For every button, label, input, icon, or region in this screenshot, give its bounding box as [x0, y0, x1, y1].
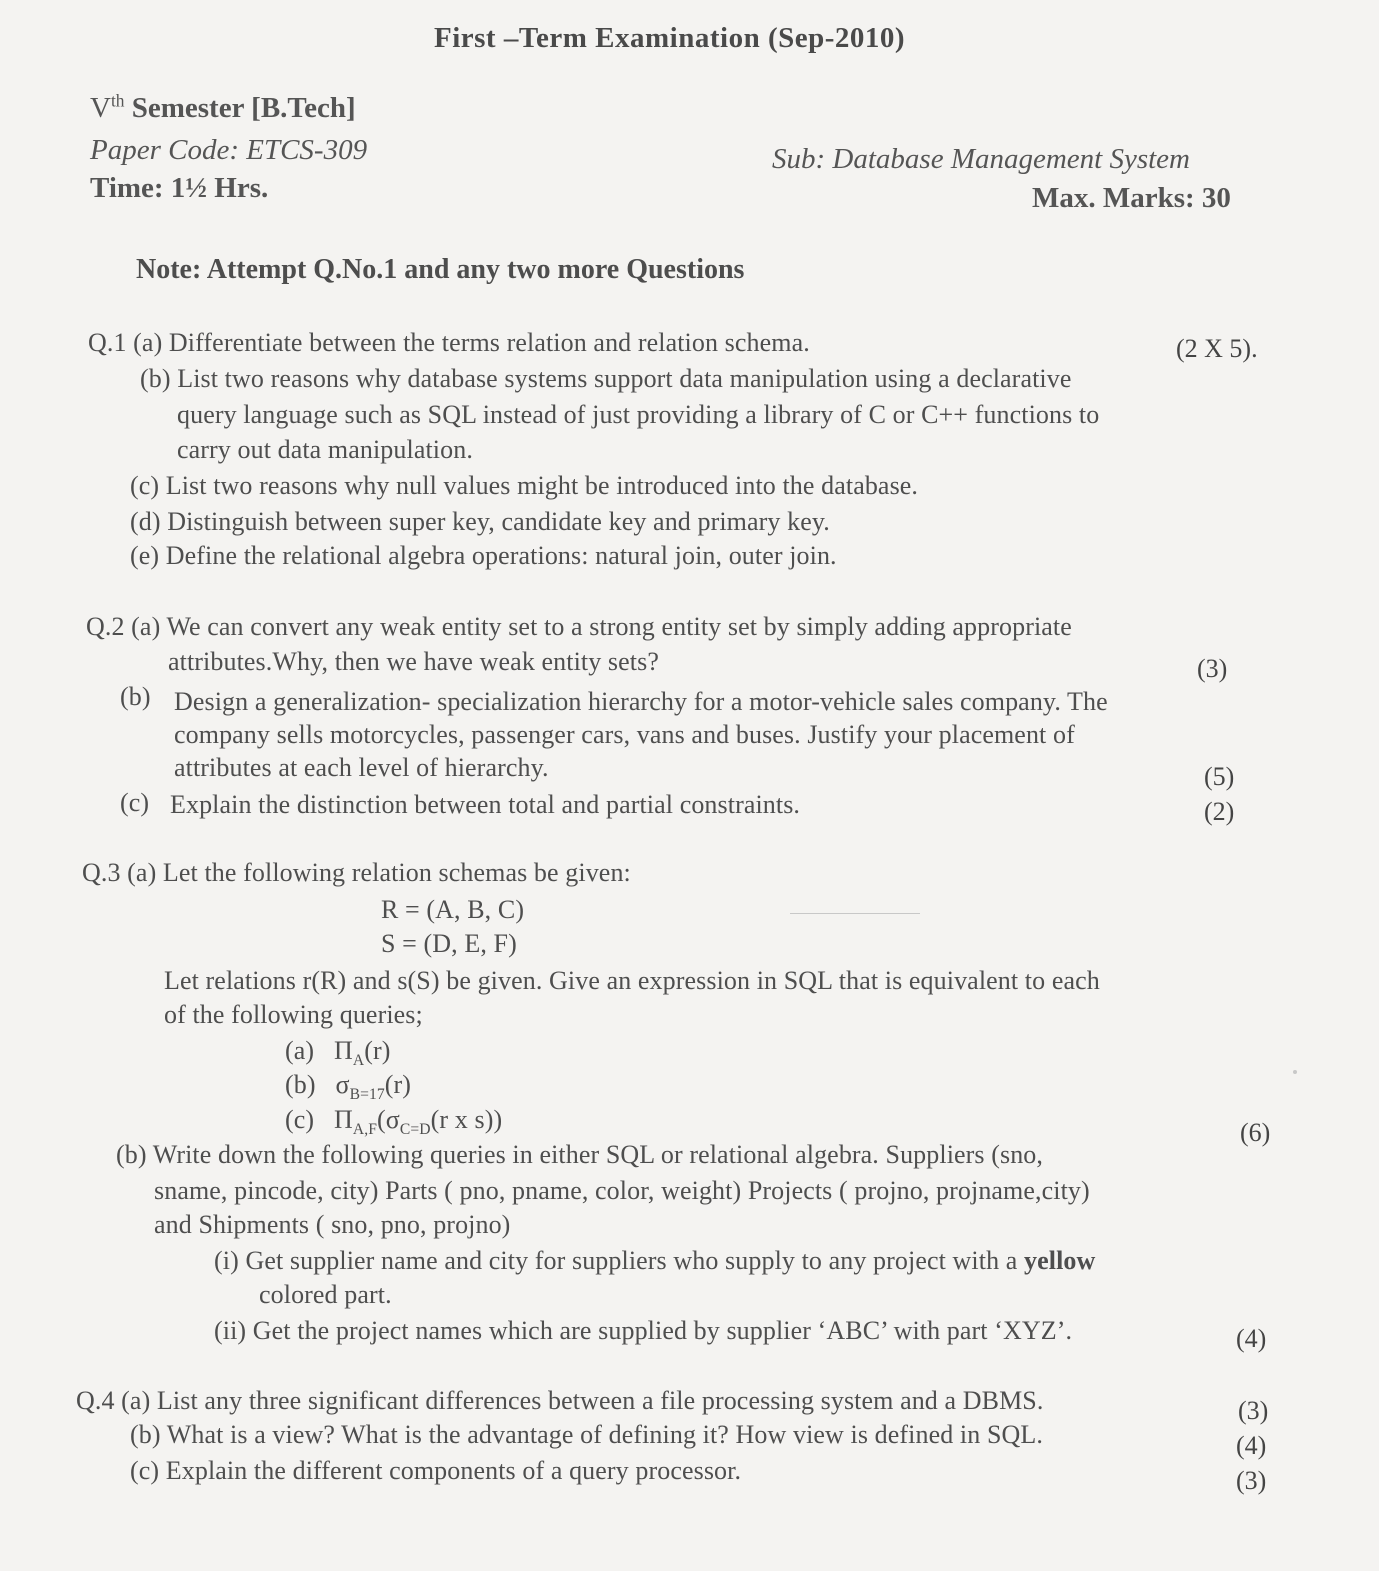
q3-subquery-c — [285, 1105, 503, 1139]
q4-a: Q.4 (a) List any three significant differences between a file processing system and a DBMS. — [76, 1386, 1044, 1415]
q3-a-line1: Let relations r(R) and s(S) be given. Give an expression in SQL that is equivalent to each — [164, 966, 1100, 995]
instructions-note: Note: Attempt Q.No.1 and any two more Questions — [136, 254, 745, 285]
schema-s: S = (D, E, F) — [381, 929, 517, 958]
q3-a-marks: (6) — [1240, 1118, 1271, 1147]
q3-a-intro: Q.3 (a) Let the following relation schemas be given: — [82, 858, 631, 887]
q2-b-line1: Design a generalization- specialization hierarchy for a motor-vehicle sales company. The — [174, 687, 1108, 716]
paper-code: Paper Code: ETCS-309 — [90, 134, 368, 166]
subquery-b-sub: B=17 — [349, 1086, 385, 1104]
q3-subquery-b — [285, 1070, 412, 1104]
q2-c: Explain the distinction between total and partial constraints. — [170, 790, 801, 819]
semester-line — [90, 92, 356, 125]
q3-b-i-line2: colored part. — [259, 1280, 392, 1309]
semester-suffix: th — [110, 90, 125, 111]
q4-a-marks: (3) — [1238, 1396, 1269, 1425]
q2-a-line1: Q.2 (a) We can convert any weak entity set to a strong entity set by simply adding appropriate — [86, 612, 1072, 641]
q2-a-line2: attributes.Why, then we have weak entity sets? — [168, 647, 659, 676]
subquery-c-label: (c) — [285, 1105, 315, 1134]
subquery-b-label: (b) — [285, 1070, 316, 1099]
q1-d: (d) Distinguish between super key, candidate key and primary key. — [130, 507, 830, 536]
q2-a-marks: (3) — [1197, 654, 1228, 683]
q3-subquery-a — [285, 1036, 391, 1070]
q4-b: (b) What is a view? What is the advantage of defining it? How view is defined in SQL. — [130, 1420, 1043, 1449]
subquery-c-sigma: (σ — [377, 1105, 400, 1134]
q1-b-line1: (b) List two reasons why database systems support data manipulation using a declarative — [140, 364, 1072, 393]
q3-b-line1: (b) Write down the following queries in either SQL or relational algebra. Suppliers (sno, — [116, 1140, 1044, 1169]
q3-b-i-line1 — [214, 1246, 1095, 1276]
q3-b-line3: and Shipments ( sno, pno, projno) — [154, 1210, 511, 1239]
q4-c: (c) Explain the different components of a query processor. — [130, 1456, 742, 1485]
q1-a: Q.1 (a) Differentiate between the terms relation and relation schema. — [88, 328, 810, 357]
subquery-c-arg: (r x s)) — [430, 1105, 503, 1134]
q2-b-label: (b) — [120, 682, 151, 711]
subject: Sub: Database Management System — [772, 143, 1190, 175]
schema-r: R = (A, B, C) — [381, 895, 525, 924]
q3-b-i-yellow: yellow — [1024, 1246, 1096, 1275]
scan-artifact-dot — [1293, 1070, 1297, 1074]
q2-b-marks: (5) — [1204, 762, 1235, 791]
q1-c: (c) List two reasons why null values might be introduced into the database. — [130, 471, 919, 500]
q1-b-line2: query language such as SQL instead of just providing a library of C or C++ functions to — [177, 400, 1100, 429]
exam-title: First –Term Examination (Sep-2010) — [434, 22, 906, 54]
q2-c-marks: (2) — [1204, 797, 1235, 826]
q4-c-marks: (3) — [1236, 1466, 1267, 1495]
q3-b-i-text: (i) Get supplier name and city for suppliers who supply to any project with a — [214, 1246, 1025, 1275]
subquery-a-pi: Π — [333, 1036, 353, 1065]
subquery-c-sub1: A,F — [352, 1121, 378, 1139]
q2-b-line3: attributes at each level of hierarchy. — [174, 753, 549, 782]
semester-text: Semester [B.Tech] — [124, 92, 356, 124]
q4-b-marks: (4) — [1236, 1431, 1267, 1460]
scan-artifact-line — [790, 913, 920, 914]
q3-b-marks: (4) — [1236, 1324, 1267, 1353]
q1-e: (e) Define the relational algebra operations: natural join, outer join. — [130, 541, 837, 570]
max-marks: Max. Marks: 30 — [1032, 182, 1231, 214]
semester-number: V — [90, 92, 111, 124]
subquery-c-pi: Π — [333, 1105, 353, 1134]
q3-b-ii: (ii) Get the project names which are supplied by supplier ‘ABC’ with part ‘XYZ’. — [214, 1316, 1073, 1345]
subquery-b-sigma: σ — [335, 1070, 350, 1099]
q1-marks: (2 X 5). — [1176, 334, 1258, 363]
subquery-b-arg: (r) — [384, 1070, 412, 1099]
subquery-a-label: (a) — [285, 1036, 315, 1065]
q2-b-line2: company sells motorcycles, passenger cars, vans and buses. Justify your placement of — [174, 720, 1075, 749]
subquery-a-sub: A — [352, 1052, 365, 1070]
q1-b-line3: carry out data manipulation. — [177, 435, 473, 464]
subquery-c-sub2: C=D — [399, 1121, 431, 1139]
q2-c-label: (c) — [120, 788, 150, 817]
exam-time: Time: 1½ Hrs. — [90, 172, 269, 204]
subquery-a-arg: (r) — [364, 1036, 391, 1065]
q3-b-line2: sname, pincode, city) Parts ( pno, pname, color, weight) Projects ( projno, projname,city) — [154, 1176, 1090, 1205]
q3-a-line2: of the following queries; — [164, 1000, 423, 1029]
